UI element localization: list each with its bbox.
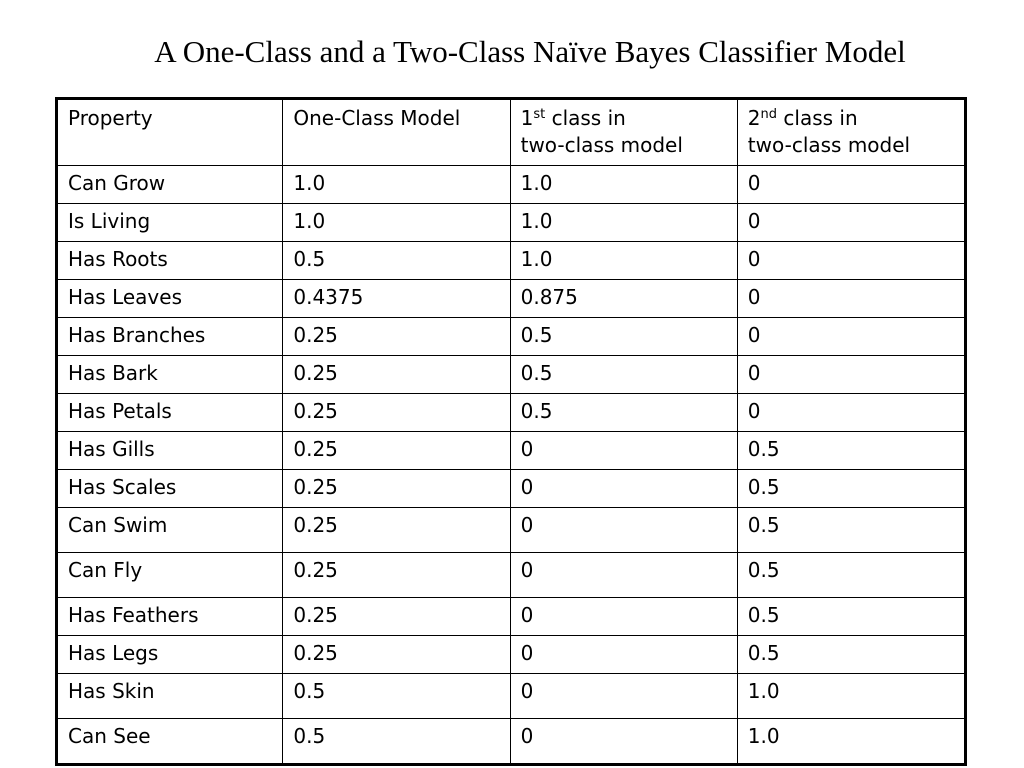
cell-one-class: 1.0 xyxy=(283,204,510,242)
cell-first-class: 0 xyxy=(510,508,737,553)
table-row xyxy=(57,508,966,553)
cell-one-class: 1.0 xyxy=(283,166,510,204)
cell-first-class: 1.0 xyxy=(510,166,737,204)
cell-first-class: 0 xyxy=(510,470,737,508)
table-row xyxy=(57,470,966,508)
cell-one-class: 0.25 xyxy=(283,636,510,674)
cell-property: Can See xyxy=(57,719,283,765)
cell-second-class: 0.5 xyxy=(737,598,965,636)
table-row xyxy=(57,598,966,636)
table-row xyxy=(57,432,966,470)
cell-property: Has Legs xyxy=(57,636,283,674)
cell-second-class: 0 xyxy=(737,318,965,356)
cell-second-class: 0.5 xyxy=(737,553,965,598)
table-row xyxy=(57,356,966,394)
cell-second-class: 1.0 xyxy=(737,674,965,719)
header-first-class-sup: st xyxy=(533,107,546,122)
cell-property: Has Gills xyxy=(57,432,283,470)
cell-first-class: 0 xyxy=(510,432,737,470)
header-first-class-line1: class in xyxy=(545,106,626,130)
cell-first-class: 0 xyxy=(510,719,737,765)
cell-first-class: 0 xyxy=(510,636,737,674)
cell-property: Has Petals xyxy=(57,394,283,432)
cell-second-class: 0.5 xyxy=(737,636,965,674)
cell-first-class: 0 xyxy=(510,674,737,719)
cell-property: Has Bark xyxy=(57,356,283,394)
cell-second-class: 0 xyxy=(737,356,965,394)
cell-one-class: 0.25 xyxy=(283,356,510,394)
header-second-class-num: 2 xyxy=(747,106,761,130)
cell-one-class: 0.25 xyxy=(283,508,510,553)
cell-second-class: 0 xyxy=(737,166,965,204)
cell-property: Can Swim xyxy=(57,508,283,553)
table-row xyxy=(57,636,966,674)
cell-first-class: 1.0 xyxy=(510,204,737,242)
header-first-class xyxy=(510,99,737,166)
cell-first-class: 0.5 xyxy=(510,318,737,356)
cell-first-class: 0.5 xyxy=(510,356,737,394)
cell-property: Has Leaves xyxy=(57,280,283,318)
cell-one-class: 0.4375 xyxy=(283,280,510,318)
cell-property: Has Roots xyxy=(57,242,283,280)
header-second-class-line2: two-class model xyxy=(747,133,911,157)
table-row xyxy=(57,280,966,318)
table-row xyxy=(57,394,966,432)
classifier-table xyxy=(55,97,967,766)
cell-one-class: 0.25 xyxy=(283,394,510,432)
header-second-class xyxy=(737,99,965,166)
cell-one-class: 0.25 xyxy=(283,553,510,598)
cell-second-class: 0 xyxy=(737,242,965,280)
header-second-class-line1: class in xyxy=(777,106,858,130)
cell-one-class: 0.5 xyxy=(283,674,510,719)
cell-second-class: 0.5 xyxy=(737,432,965,470)
header-first-class-line2: two-class model xyxy=(520,133,683,157)
cell-second-class: 0 xyxy=(737,280,965,318)
cell-property: Can Fly xyxy=(57,553,283,598)
cell-first-class: 0.875 xyxy=(510,280,737,318)
cell-property: Can Grow xyxy=(57,166,283,204)
cell-property: Has Scales xyxy=(57,470,283,508)
header-property: Property xyxy=(57,99,283,166)
cell-one-class: 0.25 xyxy=(283,598,510,636)
cell-second-class: 1.0 xyxy=(737,719,965,765)
cell-property: Has Feathers xyxy=(57,598,283,636)
cell-one-class: 0.5 xyxy=(283,719,510,765)
header-one-class-model: One-Class Model xyxy=(283,99,510,166)
page-title: A One-Class and a Two-Class Naïve Bayes Classifier Model xyxy=(154,34,906,69)
table-row xyxy=(57,318,966,356)
cell-property: Has Skin xyxy=(57,674,283,719)
table-row xyxy=(57,553,966,598)
cell-one-class: 0.25 xyxy=(283,432,510,470)
table-header-row xyxy=(57,99,966,166)
cell-second-class: 0 xyxy=(737,394,965,432)
cell-first-class: 0 xyxy=(510,553,737,598)
cell-second-class: 0 xyxy=(737,204,965,242)
header-first-class-num: 1 xyxy=(520,106,534,130)
cell-property: Is Living xyxy=(57,204,283,242)
cell-property: Has Branches xyxy=(57,318,283,356)
cell-one-class: 0.25 xyxy=(283,470,510,508)
header-second-class-sup: nd xyxy=(760,107,778,122)
cell-one-class: 0.5 xyxy=(283,242,510,280)
cell-one-class: 0.25 xyxy=(283,318,510,356)
table-row xyxy=(57,674,966,719)
cell-second-class: 0.5 xyxy=(737,470,965,508)
cell-second-class: 0.5 xyxy=(737,508,965,553)
table-row xyxy=(57,204,966,242)
table-row xyxy=(57,166,966,204)
cell-first-class: 1.0 xyxy=(510,242,737,280)
table-row xyxy=(57,242,966,280)
table-row xyxy=(57,719,966,765)
cell-first-class: 0.5 xyxy=(510,394,737,432)
cell-first-class: 0 xyxy=(510,598,737,636)
